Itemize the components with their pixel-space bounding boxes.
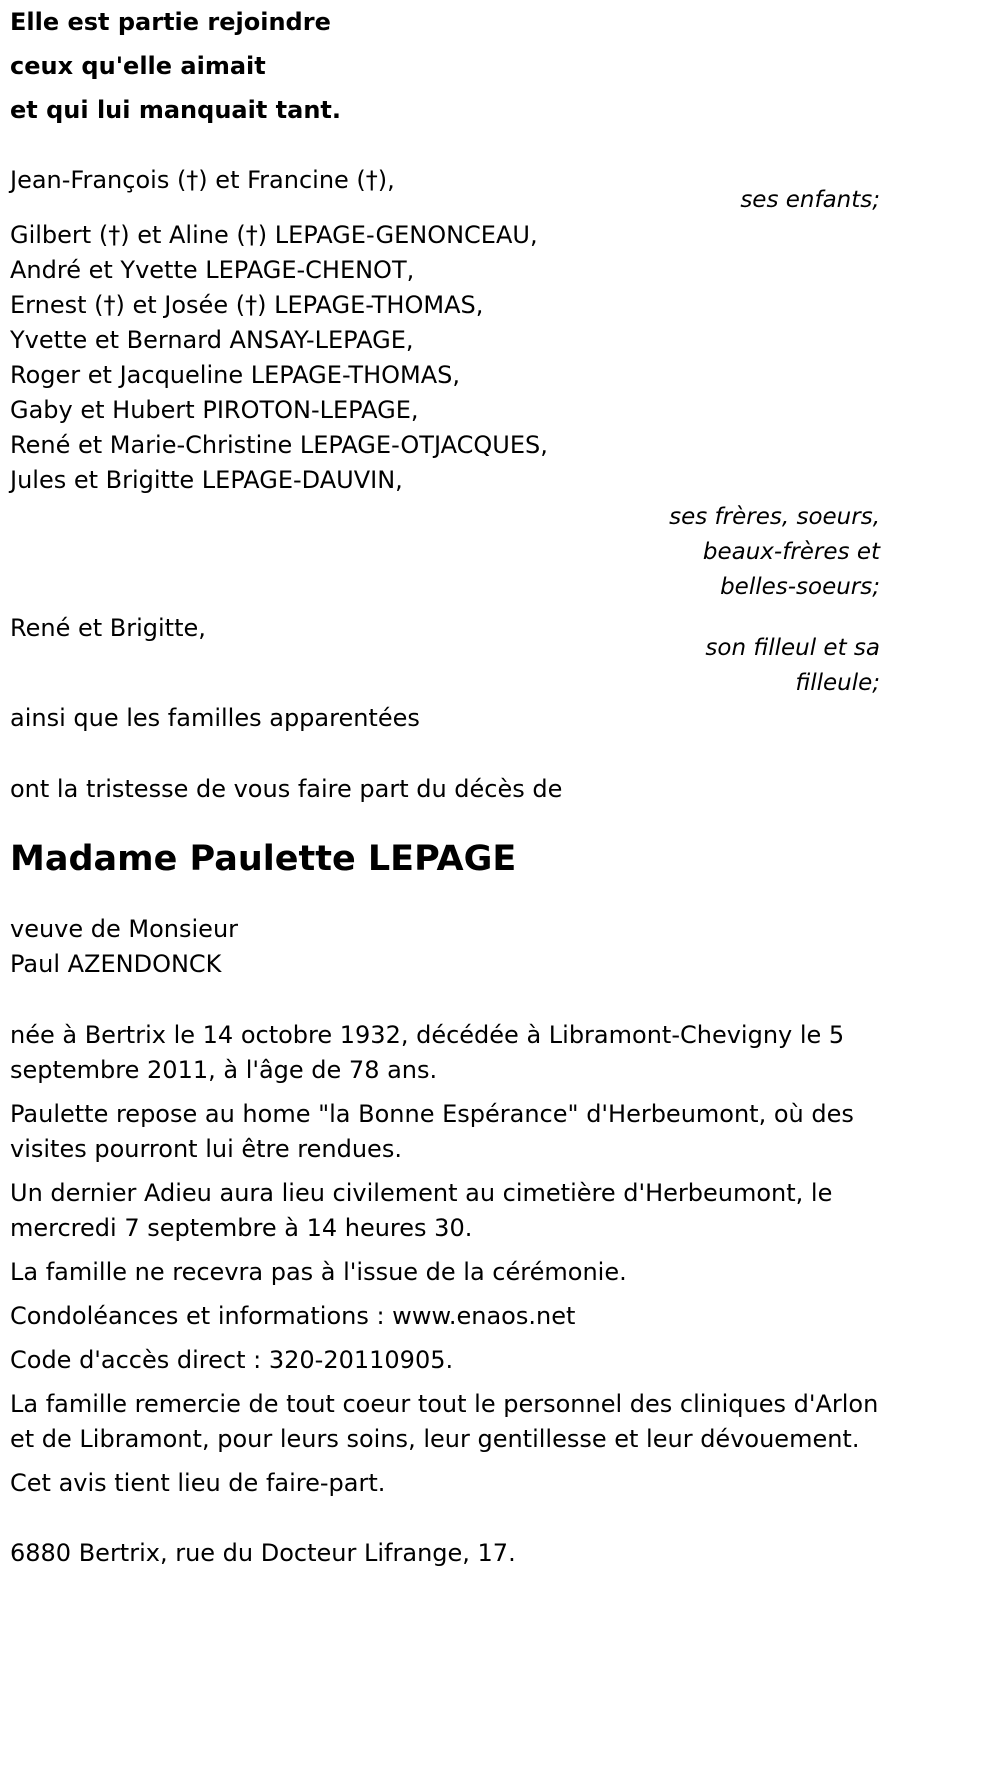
viewing-info: Paulette repose au home "la Bonne Espérance" d'Herbeumont, où des visites pourront lui être rendues. [10, 1100, 854, 1163]
deceased-name: Madame Paulette LEPAGE [10, 839, 517, 879]
sibling-name: René et Marie-Christine LEPAGE-OTJACQUES, [10, 431, 548, 459]
sibling-name: Ernest (†) et Josée (†) LEPAGE-THOMAS, [10, 291, 484, 319]
sibling-name: Gaby et Hubert PIROTON-LEPAGE, [10, 396, 419, 424]
role-line: son filleul et sa [705, 635, 880, 661]
role-line: ses frères, soeurs, [669, 504, 880, 530]
sibling-name: Yvette et Bernard ANSAY-LEPAGE, [10, 326, 414, 354]
condolences-info: Condoléances et informations : www.enaos.net [10, 1302, 576, 1330]
children-role: ses enfants; [740, 187, 880, 213]
opening-poem [10, 0, 880, 132]
role-line: belles-soeurs; [720, 574, 880, 600]
godchildren-names: René et Brigitte, [10, 614, 206, 642]
related-families: ainsi que les familles apparentées [10, 704, 420, 732]
spouse-line: veuve de Monsieur [10, 915, 239, 943]
children-names: Jean-François (†) et Francine (†), [10, 166, 395, 194]
poem-line: ceux qu'elle aimait [10, 52, 266, 80]
spouse-section [10, 912, 880, 982]
siblings-section [10, 218, 880, 605]
sibling-name: Roger et Jacqueline LEPAGE-THOMAS, [10, 361, 460, 389]
notice-info: Cet avis tient lieu de faire-part. [10, 1469, 386, 1497]
poem-line: Elle est partie rejoindre [10, 8, 331, 36]
ceremony-info: Un dernier Adieu aura lieu civilement au cimetière d'Herbeumont, le mercredi 7 septembre à 14 heures 30. [10, 1179, 833, 1242]
sibling-name: Jules et Brigitte LEPAGE-DAUVIN, [10, 466, 403, 494]
announcement-text: ont la tristesse de vous faire part du décès de [10, 775, 563, 803]
role-line: beaux-frères et [702, 539, 880, 565]
role-line: filleule; [795, 670, 880, 696]
godchildren-section [10, 611, 880, 699]
access-code-info: Code d'accès direct : 320-20110905. [10, 1346, 454, 1374]
children-section [10, 163, 880, 218]
sibling-name: Gilbert (†) et Aline (†) LEPAGE-GENONCEAU, [10, 221, 538, 249]
reception-info: La famille ne recevra pas à l'issue de la cérémonie. [10, 1258, 627, 1286]
spouse-line: Paul AZENDONCK [10, 950, 222, 978]
obituary-content [10, 0, 880, 1571]
details-section [10, 1018, 880, 1501]
poem-line: et qui lui manquait tant. [10, 96, 341, 124]
thanks-info: La famille remercie de tout coeur tout le personnel des cliniques d'Arlon et de Libramont, pour leurs soins, leur gentillesse et leur dévouement. [10, 1390, 879, 1453]
family-address: 6880 Bertrix, rue du Docteur Lifrange, 17. [10, 1539, 516, 1567]
birth-death-info: née à Bertrix le 14 octobre 1932, décédée à Libramont-Chevigny le 5 septembre 2011, à l'âge de 78 ans. [10, 1021, 845, 1084]
sibling-name: André et Yvette LEPAGE-CHENOT, [10, 256, 415, 284]
siblings-role [10, 500, 880, 605]
